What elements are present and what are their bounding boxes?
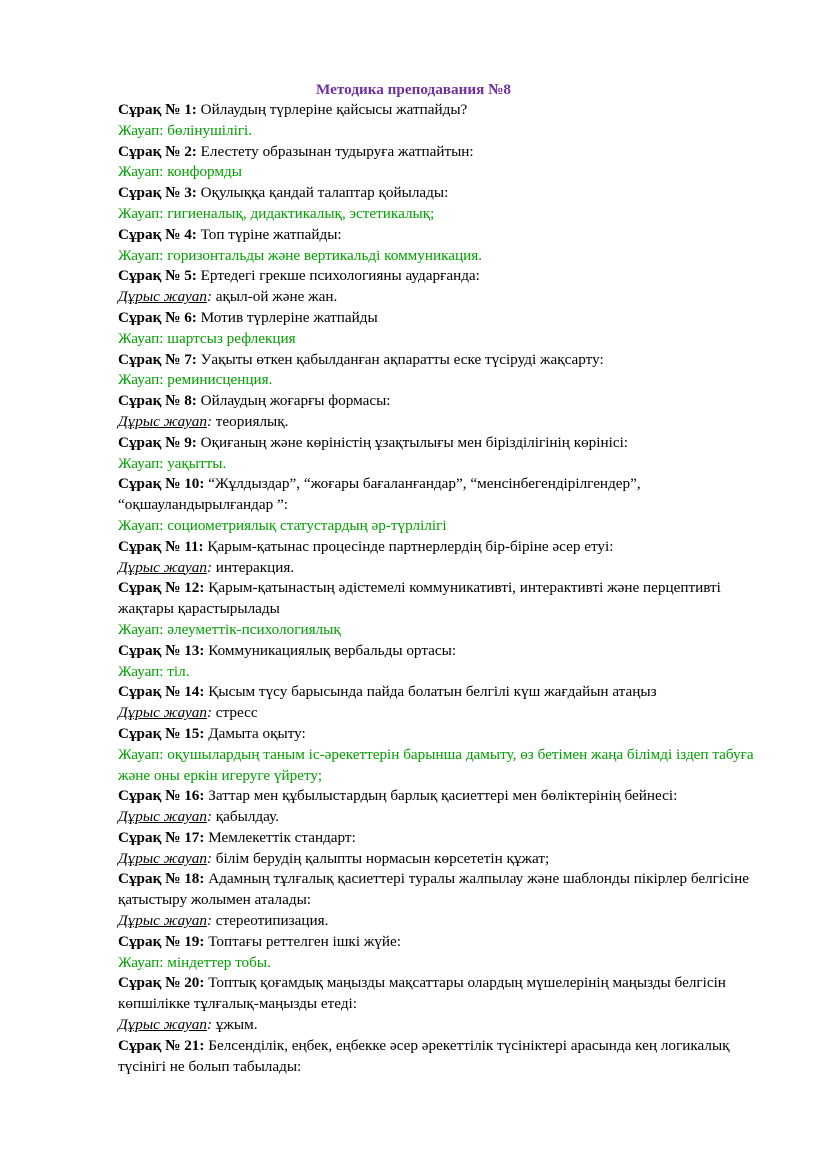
question-text: Адамның тұлғалық қасиеттері туралы жалпылау және шаблонды пікірлер белгісіне қатыстыру жолымен аталады: [118,870,749,909]
question-line [118,641,758,662]
question-text: Ертедегі грекше психологияны аударғанда: [196,267,480,285]
correct-answer-text: стресс [212,704,258,722]
question-line [118,391,758,412]
answer-line: Жауап: конформды [118,163,242,181]
question-text: Қарым-қатынастың әдістемелі коммуникативті, интерактивті және перцептивті жақтары қарастырылады [118,579,721,618]
correct-answer-colon: : [206,808,212,826]
correct-answer-text: ұжым. [212,1016,258,1034]
correct-answer-colon: : [206,412,212,430]
question-line [118,308,758,329]
question-line [118,828,758,849]
question-label: Сұрақ № 19: [118,932,205,950]
question-label: Сұрақ № 12: [118,579,205,597]
question-label: Сұрақ № 15: [118,724,205,742]
correct-answer-label: Дұрыс жауап [118,288,207,306]
question-label: Сұрақ № 14: [118,683,205,701]
answer-line: Жауап: тіл. [118,662,190,680]
correct-answer-line [118,287,758,308]
correct-answer-label: Дұрыс жауап [118,1016,207,1034]
question-line [118,266,758,287]
correct-answer-text: стереотипизация. [212,912,329,930]
question-label: Сұрақ № 2: [118,142,197,160]
question-line [118,682,758,703]
question-line [118,1036,758,1078]
question-text: Ойлаудың түрлеріне қайсысы жатпайды? [196,101,468,118]
correct-answer-label: Дұрыс жауап [118,849,207,867]
question-text: Топтық қоғамдық маңызды мақсаттары олардың мүшелерінің маңызды белгісін көпшілікке тұлғалық-маңызды етеді: [118,974,726,1013]
correct-answer-colon: : [206,849,212,867]
answer-line: Жауап: реминисценция. [118,371,273,389]
question-text: Мотив түрлеріне жатпайды [196,308,378,326]
correct-answer-text: теориялық. [212,412,289,430]
correct-answer-label: Дұрыс жауап [118,558,207,576]
qa-list [118,100,758,1077]
question-label: Сұрақ № 17: [118,828,205,846]
answer-line: Жауап: социометриялық статустардың әр-түрлілігі [118,516,447,534]
correct-answer-line [118,558,758,579]
correct-answer-label: Дұрыс жауап [118,704,207,722]
question-text: “Жұлдыздар”, “жоғары бағаланғандар”, “менсінбегендірілгендер”, “оқшауландырылғандар ”: [118,475,641,514]
question-text: Қысым түсу барысында пайда болатын белгілі күш жағдайын атаңыз [204,683,657,701]
question-label: Сұрақ № 20: [118,974,205,992]
answer-line: Жауап: міндеттер тобы. [118,953,271,971]
correct-answer-colon: : [206,704,212,722]
question-text: Ойлаудың жоғарғы формасы: [196,392,391,410]
question-label: Сұрақ № 18: [118,870,205,888]
correct-answer-line [118,807,758,828]
answer-line: Жауап: горизонтальды және вертикальді коммуникация. [118,246,483,264]
question-text: Белсенділік, еңбек, еңбекке әсер әрекеттілік түсініктері арасында кең логикалық түсінігі не болып табылады: [118,1036,730,1075]
correct-answer-line [118,703,758,724]
answer-line: Жауап: гигиеналық, дидактикалық, эстетикалық; [118,204,435,222]
question-label: Сұрақ № 11: [118,537,204,555]
correct-answer-colon: : [206,912,212,930]
question-label: Сұрақ № 1: [118,101,197,118]
question-text: Оқулыққа қандай талаптар қойылады: [196,184,449,202]
correct-answer-colon: : [206,1016,212,1034]
question-line [118,973,758,1015]
question-text: Мемлекеттік стандарт: [204,828,356,846]
question-label: Сұрақ № 16: [118,787,205,805]
question-line [118,183,758,204]
answer-line: Жауап: уақытты. [118,454,227,472]
answer-line: Жауап: шартсыз рефлекция [118,329,296,347]
question-text: Дамыта оқыту: [204,724,306,742]
answer-line: Жауап: бөлінушілігі. [118,121,253,139]
question-text: Заттар мен құбылыстардың барлық қасиеттері мен бөліктерінің бейнесі: [204,787,678,805]
question-line [118,142,758,163]
question-label: Сұрақ № 8: [118,392,197,410]
question-text: Топтағы реттелген ішкі жүйе: [204,932,402,950]
question-text: Топ түріне жатпайды: [196,225,342,243]
question-line [118,932,758,953]
correct-answer-colon: : [206,288,212,306]
question-text: Елестету образынан тудыруға жатпайтын: [196,142,474,160]
correct-answer-line [118,849,758,870]
question-label: Сұрақ № 5: [118,267,197,285]
correct-answer-text: қабылдау. [212,808,279,826]
answer-line: Жауап: әлеуметтік-психологиялық [118,620,341,638]
question-line [118,433,758,454]
question-line [118,578,758,620]
question-text: Оқиғаның және көріністің ұзақтылығы мен біріздiлігінің көрінісі: [196,433,629,451]
question-line [118,474,758,516]
correct-answer-line [118,1015,758,1036]
question-text: Қарым-қатынас процесінде партнерлердің бір-біріне әсер етуі: [203,537,614,555]
question-line [118,786,758,807]
correct-answer-text: интеракция. [212,558,295,576]
question-label: Сұрақ № 7: [118,350,197,368]
question-text: Уақыты өткен қабылданған ақпаратты еске түсіруді жақсарту: [196,350,604,368]
correct-answer-label: Дұрыс жауап [118,912,207,930]
question-label: Сұрақ № 6: [118,308,197,326]
question-line [118,100,758,121]
correct-answer-line [118,911,758,932]
question-line [118,537,758,558]
question-label: Сұрақ № 13: [118,641,205,659]
correct-answer-colon: : [206,558,212,576]
question-label: Сұрақ № 4: [118,225,197,243]
question-line [118,225,758,246]
correct-answer-text: білім берудің қалыпты нормасын көрсететін құжат; [212,849,550,867]
question-line [118,350,758,371]
question-line [118,724,758,745]
question-line [118,869,758,911]
answer-line: Жауап: оқушылардың таным іс-әрекеттерін барынша дамыту, өз бетімен жаңа білімді іздеп табуға және оны еркін игеруге үйрету; [118,745,754,784]
correct-answer-label: Дұрыс жауап [118,808,207,826]
question-label: Сұрақ № 9: [118,433,197,451]
question-label: Сұрақ № 21: [118,1036,205,1054]
correct-answer-label: Дұрыс жауап [118,412,207,430]
correct-answer-text: ақыл-ой және жан. [212,288,338,306]
question-label: Сұрақ № 10: [118,475,205,493]
question-label: Сұрақ № 3: [118,184,197,202]
correct-answer-line [118,412,758,433]
question-text: Коммуникациялық вербальды ортасы: [204,641,457,659]
document-title: Методика преподавания №8 [316,81,511,98]
